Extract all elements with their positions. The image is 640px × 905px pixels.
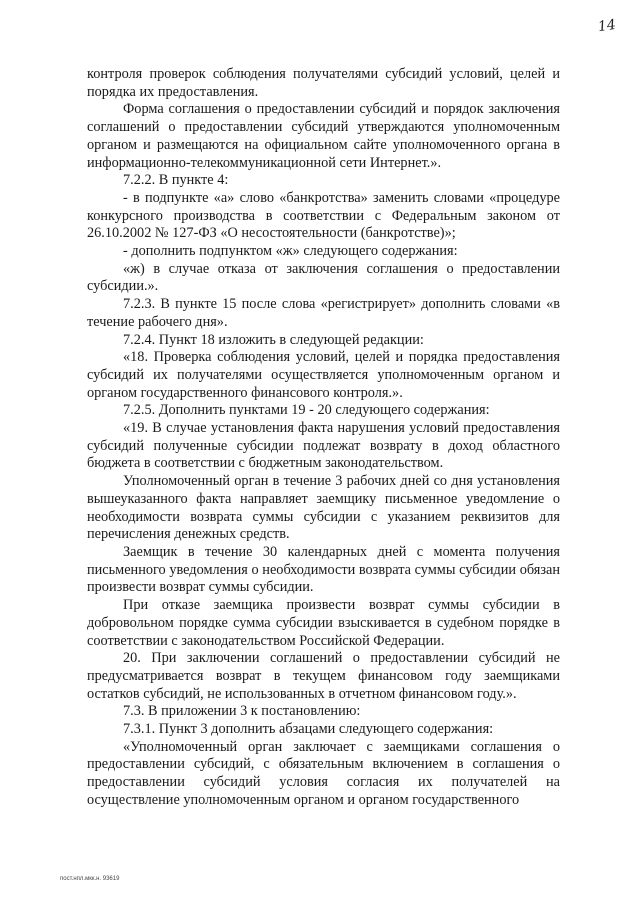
paragraph-11: «19. В случае установления факта нарушения условий предоставления субсидий полученные субсидии подлежат возврату в доход областного бюджета в соответствии с бюджетным законодательством. xyxy=(87,420,560,472)
paragraph-10: 7.2.5. Дополнить пунктами 19 - 20 следующего содержания: xyxy=(123,402,490,419)
paragraph-15: 20. При заключении соглашений о предоставлении субсидий не предусматривается возврат в текущем финансовом году заемщиками остатков субсидий, не использованных в отчетном финансовом году.». xyxy=(87,650,560,702)
paragraph-6: «ж) в случае отказа от заключения соглашения о предоставлении субсидии.». xyxy=(87,260,560,295)
paragraph-12: Уполномоченный орган в течение 3 рабочих дней со дня установления вышеуказанного факта направляет заемщику письменное уведомление о необходимости возврата суммы субсидии с указанием реквизитов для перечисления денежных средств. xyxy=(87,473,560,543)
paragraph-1: контроля проверок соблюдения получателями субсидий условий, целей и порядка их предоставления. xyxy=(87,66,560,100)
paragraph-7: 7.2.3. В пункте 15 после слова «регистрирует» дополнить словами «в течение рабочего дня». xyxy=(87,296,560,330)
paragraph-17: 7.3.1. Пункт 3 дополнить абзацами следующего содержания: xyxy=(123,721,494,738)
paragraph-9: «18. Проверка соблюдения условий, целей и порядка предоставления субсидий их получателями осуществляется уполномоченным органом и органом государственного финансового контроля.». xyxy=(87,349,560,401)
paragraph-2: Форма соглашения о предоставлении субсидий и порядок заключения соглашений о предоставлении субсидий утверждаются уполномоченным органом и размещаются на официальном сайте уполномоченного органа в информационно-телекоммуникационной сети Интернет.». xyxy=(87,101,560,171)
page-number: 14 xyxy=(596,16,617,36)
paragraph-14: При отказе заемщика произвести возврат суммы субсидии в добровольном порядке сумма субсидии взыскивается в судебном порядке в соответствии с законодательством Российской Федерации. xyxy=(87,597,560,649)
paragraph-4: - в подпункте «а» слово «банкротства» заменить словами «процедуре конкурсного производства в соответствии с Федеральным законом от 26.10.2002 № 127-ФЗ «О несостоятельности (банкротстве)»; xyxy=(87,189,560,242)
paragraph-16: 7.3. В приложении 3 к постановлению: xyxy=(123,703,361,720)
footer-code: пост.нпл.мкк.н. 93619 xyxy=(60,876,120,882)
paragraph-13: Заемщик в течение 30 календарных дней с момента получения письменного уведомления о необходимости возврата суммы субсидии обязан произвести возврат суммы субсидии. xyxy=(87,543,560,596)
document-body xyxy=(87,66,560,810)
paragraph-3: 7.2.2. В пункте 4: xyxy=(123,172,229,189)
paragraph-5: - дополнить подпунктом «ж» следующего содержания: xyxy=(123,243,458,260)
paragraph-18: «Уполномоченный орган заключает с заемщиками соглашения о предоставлении субсидий, с обязательным включением в соглашения о предоставлении субсидий условия согласия их получателей на осуществление уполномоченным органом и органом государственного xyxy=(87,738,560,808)
paragraph-8: 7.2.4. Пункт 18 изложить в следующей редакции: xyxy=(123,331,424,348)
